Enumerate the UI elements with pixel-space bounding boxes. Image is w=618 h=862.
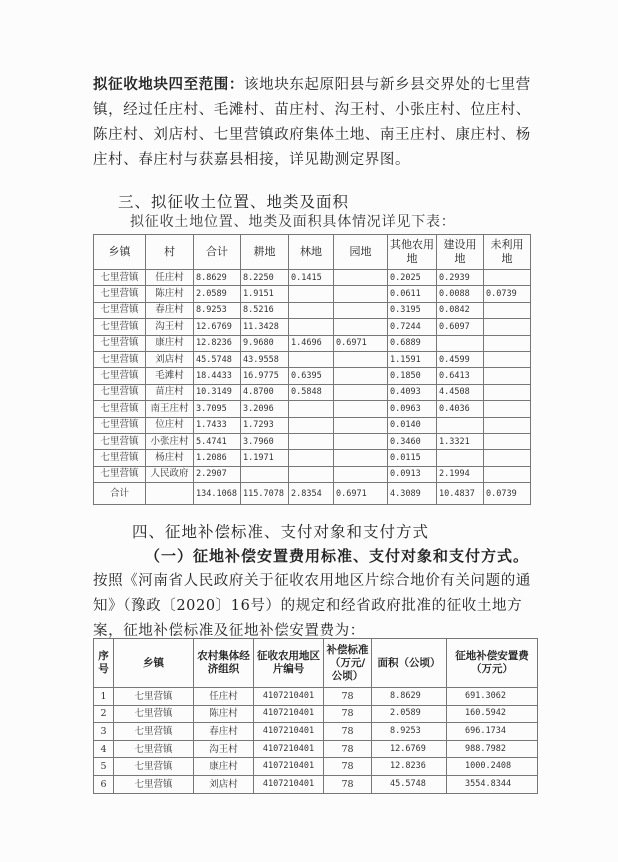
table1-row — [94, 401, 531, 417]
table1-cell: 七里营镇 — [94, 433, 146, 449]
table1-row — [94, 351, 531, 367]
table1-cell: 8.2250 — [241, 270, 289, 286]
table2-cell: 七里营镇 — [114, 723, 194, 741]
table2-header: 序号 — [94, 639, 114, 688]
table1-cell — [437, 335, 484, 351]
table1-cell: 0.0088 — [437, 286, 484, 302]
table2-cell: 160.5942 — [447, 705, 538, 723]
table1-header-row — [94, 235, 531, 270]
table1-total-row — [94, 483, 531, 505]
table1-cell — [334, 466, 388, 482]
table1-cell: 1.7293 — [241, 417, 289, 433]
table2-cell: 沟王村 — [194, 740, 254, 758]
table1-header: 林地 — [289, 235, 334, 270]
table2-cell: 12.8236 — [372, 758, 447, 776]
table2-cell: 5 — [94, 758, 114, 776]
table1-cell — [289, 417, 334, 433]
table1-cell: 0.6889 — [388, 335, 437, 351]
table1-cell: 12.8236 — [194, 335, 241, 351]
table1-row — [94, 417, 531, 433]
section4-subheading: （一）征地补偿安置费用标准、支付对象和支付方式。 — [145, 547, 530, 565]
table1-header: 园地 — [334, 235, 388, 270]
table1-cell — [484, 433, 531, 449]
table2-row — [94, 758, 538, 776]
table1-cell: 8.9253 — [194, 302, 241, 318]
table1-cell: 0.6413 — [437, 368, 484, 384]
table2-cell: 691.3062 — [447, 688, 538, 706]
table1-cell — [334, 319, 388, 335]
table2-cell: 8.9253 — [372, 723, 447, 741]
table1-cell: 0.5848 — [289, 384, 334, 400]
table1-header: 合计 — [194, 235, 241, 270]
table1-cell: 1.1591 — [388, 351, 437, 367]
table1-cell: 115.7078 — [241, 483, 289, 505]
table1-cell — [334, 401, 388, 417]
table1-cell: 2.2907 — [194, 466, 241, 482]
table1-cell: 刘店村 — [146, 351, 194, 367]
table1-cell: 1.3321 — [437, 433, 484, 449]
table1-cell — [334, 417, 388, 433]
table1-row — [94, 384, 531, 400]
table1-cell — [484, 384, 531, 400]
table1-row — [94, 270, 531, 286]
table2-row — [94, 740, 538, 758]
table2-cell: 12.6769 — [372, 740, 447, 758]
table2-cell: 988.7982 — [447, 740, 538, 758]
table1-cell — [484, 270, 531, 286]
table2-header: 农村集体经济组织 — [194, 639, 254, 688]
table2-row — [94, 723, 538, 741]
table1-cell: 0.6097 — [437, 319, 484, 335]
table1-cell: 43.9558 — [241, 351, 289, 367]
table1-cell: 8.8629 — [194, 270, 241, 286]
table1-cell: 七里营镇 — [94, 384, 146, 400]
table1-cell: 10.3149 — [194, 384, 241, 400]
table2-row — [94, 705, 538, 723]
table2-cell: 78 — [324, 688, 372, 706]
table1-cell — [334, 351, 388, 367]
table1-cell — [334, 286, 388, 302]
table1-cell: 0.3195 — [388, 302, 437, 318]
table1-cell: 0.0739 — [484, 286, 531, 302]
table1-cell: 0.4093 — [388, 384, 437, 400]
table2-cell: 78 — [324, 740, 372, 758]
table1-header: 村 — [146, 235, 194, 270]
table2-cell: 8.8629 — [372, 688, 447, 706]
table1-cell: 七里营镇 — [94, 302, 146, 318]
intro-paragraph — [93, 72, 533, 173]
table1-cell: 0.7244 — [388, 319, 437, 335]
table2-cell: 78 — [324, 758, 372, 776]
table1-cell — [289, 351, 334, 367]
table2-cell: 4107210401 — [254, 723, 324, 741]
table1-cell — [289, 286, 334, 302]
table1-row — [94, 433, 531, 449]
table1-cell: 七里营镇 — [94, 270, 146, 286]
table1-row — [94, 466, 531, 482]
table1-cell: 0.6971 — [334, 335, 388, 351]
table1-cell: 1.2086 — [194, 450, 241, 466]
table1-cell: 10.4837 — [437, 483, 484, 505]
table1-cell: 七里营镇 — [94, 286, 146, 302]
table2-cell: 七里营镇 — [114, 740, 194, 758]
table1-cell: 位庄村 — [146, 417, 194, 433]
table1-cell: 小张庄村 — [146, 433, 194, 449]
table1-cell: 七里营镇 — [94, 351, 146, 367]
table1-cell — [289, 433, 334, 449]
table2-header: 征收农用地区片编号 — [254, 639, 324, 688]
table2-cell: 七里营镇 — [114, 688, 194, 706]
table1-cell: 4.4508 — [437, 384, 484, 400]
table1-cell: 0.6395 — [289, 368, 334, 384]
table1-row — [94, 302, 531, 318]
intro-text: 该地块东起原阳县与新乡县交界处的七里营镇，经过任庄村、毛滩村、苗庄村、沟王村、小张庄村、位庄村、陈庄村、刘店村、七里营镇政府集体土地、南王庄村、康庄村、杨庄村、春庄村与获嘉县相接，详见勘测定界图。 — [93, 77, 531, 168]
section3-subtitle: 拟征收土地位置、地类及面积具体情况详见下表： — [130, 214, 456, 230]
table1-cell: 4.8700 — [241, 384, 289, 400]
table2-cell: 4107210401 — [254, 775, 324, 793]
table1-header: 其他农用地 — [388, 235, 437, 270]
table1-cell: 45.5748 — [194, 351, 241, 367]
table1-cell: 1.7433 — [194, 417, 241, 433]
table1-cell: 11.3428 — [241, 319, 289, 335]
table1-cell — [484, 417, 531, 433]
table1-cell: 0.1415 — [289, 270, 334, 286]
table1-cell: 南王庄村 — [146, 401, 194, 417]
table1-cell: 0.2025 — [388, 270, 437, 286]
table1-cell — [334, 302, 388, 318]
table2-cell: 3 — [94, 723, 114, 741]
table1-cell: 苗庄村 — [146, 384, 194, 400]
table2-cell: 刘店村 — [194, 775, 254, 793]
table2-cell: 78 — [324, 723, 372, 741]
table1-cell — [289, 319, 334, 335]
table1-cell — [334, 433, 388, 449]
table1-cell: 1.9151 — [241, 286, 289, 302]
table2-cell: 1 — [94, 688, 114, 706]
table2-cell: 6 — [94, 775, 114, 793]
table2-cell: 4 — [94, 740, 114, 758]
table1-cell — [437, 417, 484, 433]
table1-cell — [289, 450, 334, 466]
table1-cell: 合计 — [94, 483, 146, 505]
section4-paragraph: 按照《河南省人民政府关于征收农用地区片综合地价有关问题的通知》（豫政〔2020〕16号）的规定和经省政府批准的征收土地方案，征地补偿标准及征地补偿安置费为： — [93, 573, 531, 639]
table1-cell — [334, 384, 388, 400]
table1-cell — [146, 483, 194, 505]
table2-cell: 任庄村 — [194, 688, 254, 706]
table2-cell: 3554.8344 — [447, 775, 538, 793]
table1-cell: 1.1971 — [241, 450, 289, 466]
table1-cell — [484, 351, 531, 367]
table1-cell — [289, 466, 334, 482]
table2-cell: 春庄村 — [194, 723, 254, 741]
table1-cell — [241, 466, 289, 482]
table2-cell: 康庄村 — [194, 758, 254, 776]
compensation-table — [93, 638, 538, 794]
table1-cell — [484, 466, 531, 482]
table1-cell — [484, 368, 531, 384]
table2-header: 乡镇 — [114, 639, 194, 688]
table1-cell: 七里营镇 — [94, 450, 146, 466]
table1-cell: 9.9680 — [241, 335, 289, 351]
land-type-table — [93, 234, 531, 505]
table1-cell: 0.1850 — [388, 368, 437, 384]
table1-row — [94, 319, 531, 335]
table1-cell — [484, 302, 531, 318]
table1-cell: 5.4741 — [194, 433, 241, 449]
table1-header: 建设用地 — [437, 235, 484, 270]
table1-cell — [334, 450, 388, 466]
table1-row — [94, 335, 531, 351]
table1-cell: 任庄村 — [146, 270, 194, 286]
table1-cell: 春庄村 — [146, 302, 194, 318]
intro-bold-label: 拟征收地块四至范围： — [93, 76, 244, 93]
table1-cell — [334, 368, 388, 384]
table2-cell: 2.0589 — [372, 705, 447, 723]
table1-cell: 2.0589 — [194, 286, 241, 302]
table1-cell — [484, 335, 531, 351]
table1-cell — [484, 401, 531, 417]
table1-row — [94, 286, 531, 302]
table2-cell: 78 — [324, 775, 372, 793]
table2-cell: 4107210401 — [254, 740, 324, 758]
table1-cell: 16.9775 — [241, 368, 289, 384]
table1-cell: 人民政府 — [146, 466, 194, 482]
table1-cell: 0.0115 — [388, 450, 437, 466]
table1-cell: 1.4696 — [289, 335, 334, 351]
table2-header: 补偿标准（万元/公顷） — [324, 639, 372, 688]
table1-cell: 0.0963 — [388, 401, 437, 417]
table2-cell: 陈庄村 — [194, 705, 254, 723]
table1-header: 耕地 — [241, 235, 289, 270]
table1-cell: 0.0913 — [388, 466, 437, 482]
table2-row — [94, 775, 538, 793]
table1-row — [94, 368, 531, 384]
table1-cell: 0.3460 — [388, 433, 437, 449]
table2-cell: 45.5748 — [372, 775, 447, 793]
table1-cell: 18.4433 — [194, 368, 241, 384]
table2-cell: 4107210401 — [254, 758, 324, 776]
table1-cell: 0.4599 — [437, 351, 484, 367]
table1-cell: 3.7960 — [241, 433, 289, 449]
table1-cell: 3.2096 — [241, 401, 289, 417]
table2-cell: 七里营镇 — [114, 758, 194, 776]
table2-cell: 78 — [324, 705, 372, 723]
table1-cell: 七里营镇 — [94, 466, 146, 482]
table1-cell — [289, 302, 334, 318]
table2-cell: 2 — [94, 705, 114, 723]
table1-cell: 康庄村 — [146, 335, 194, 351]
table2-header: 面积（公顷） — [372, 639, 447, 688]
table1-cell: 七里营镇 — [94, 335, 146, 351]
table1-cell: 134.1068 — [194, 483, 241, 505]
table1-cell: 七里营镇 — [94, 319, 146, 335]
table1-header: 乡镇 — [94, 235, 146, 270]
table1-cell: 七里营镇 — [94, 417, 146, 433]
table2-cell: 696.1734 — [447, 723, 538, 741]
table1-cell — [484, 319, 531, 335]
table2-cell: 七里营镇 — [114, 705, 194, 723]
table1-cell: 陈庄村 — [146, 286, 194, 302]
table1-cell: 沟王村 — [146, 319, 194, 335]
table2-header: 征地补偿安置费（万元） — [447, 639, 538, 688]
table1-cell: 七里营镇 — [94, 401, 146, 417]
table1-cell: 0.2939 — [437, 270, 484, 286]
table1-cell — [289, 401, 334, 417]
table1-cell — [484, 450, 531, 466]
table1-cell: 2.8354 — [289, 483, 334, 505]
table1-cell: 2.1994 — [437, 466, 484, 482]
section3-heading: 三、拟征收土位置、地类及面积 — [118, 193, 350, 211]
table1-cell: 0.0739 — [484, 483, 531, 505]
table1-cell: 0.0140 — [388, 417, 437, 433]
table1-cell: 七里营镇 — [94, 368, 146, 384]
table1-cell: 8.5216 — [241, 302, 289, 318]
table1-cell: 4.3089 — [388, 483, 437, 505]
table1-row — [94, 450, 531, 466]
table1-header: 未利用地 — [484, 235, 531, 270]
table1-cell: 3.7095 — [194, 401, 241, 417]
table2-row — [94, 688, 538, 706]
table1-cell: 12.6769 — [194, 319, 241, 335]
table2-cell: 七里营镇 — [114, 775, 194, 793]
table1-cell: 0.0611 — [388, 286, 437, 302]
table2-cell: 1000.2408 — [447, 758, 538, 776]
table1-cell: 0.0842 — [437, 302, 484, 318]
table1-cell: 杨庄村 — [146, 450, 194, 466]
table2-header-row — [94, 639, 538, 688]
table2-cell: 4107210401 — [254, 688, 324, 706]
table1-cell — [437, 450, 484, 466]
table2-cell: 4107210401 — [254, 705, 324, 723]
table1-cell: 毛滩村 — [146, 368, 194, 384]
table1-cell: 0.4036 — [437, 401, 484, 417]
table1-cell: 0.6971 — [334, 483, 388, 505]
section4-heading: 四、征地补偿标准、支付对象和支付方式 — [132, 523, 430, 541]
table1-cell — [334, 270, 388, 286]
